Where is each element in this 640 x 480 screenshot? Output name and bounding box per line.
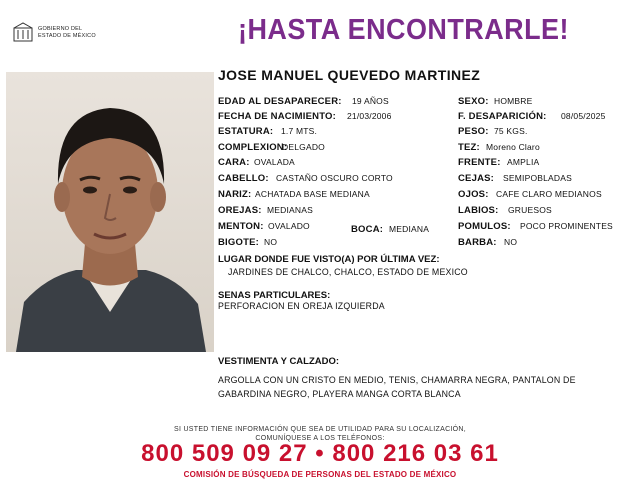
skin-tone-value: Moreno Claro: [486, 142, 540, 152]
logo-line-1: GOBIERNO DEL: [38, 26, 83, 32]
eyebrows-label: CEJAS:: [458, 173, 495, 184]
height-value: 1.7 MTS.: [281, 126, 318, 136]
age-value: 19 AÑOS: [352, 96, 389, 106]
birthdate-label: FECHA DE NACIMIENTO:: [218, 111, 336, 122]
nose-value: ACHATADA BASE MEDIANA: [255, 189, 370, 199]
sex-value: HOMBRE: [494, 96, 533, 106]
last-seen-value: JARDINES DE CHALCO, CHALCO, ESTADO DE MEXICO: [228, 267, 468, 277]
disappearance-date-label: F. DESAPARICIÓN:: [458, 111, 547, 122]
state-government-logo: [12, 22, 96, 44]
mouth-value: MEDIANA: [389, 224, 430, 234]
height-label: ESTATURA:: [218, 126, 274, 137]
headline: ¡HASTA ENCONTRARLE!: [238, 14, 569, 46]
ears-label: OREJAS:: [218, 205, 262, 216]
build-label: COMPLEXION:: [218, 142, 288, 153]
skin-tone-label: TEZ:: [458, 142, 480, 153]
clothing-label: VESTIMENTA Y CALZADO:: [218, 356, 340, 367]
eyes-label: OJOS:: [458, 189, 489, 200]
build-value: DELGADO: [282, 142, 325, 152]
disappearance-date-value: 08/05/2025: [561, 111, 606, 121]
info-line-2: COMUNÍQUESE A LOS TELÉFONOS:: [255, 435, 385, 442]
marks-value: PERFORACION EN OREJA IZQUIERDA: [218, 301, 385, 311]
hair-label: CABELLO:: [218, 173, 269, 184]
chin-value: OVALADO: [268, 221, 310, 231]
lips-value: GRUESOS: [508, 205, 552, 215]
hair-value: CASTAÑO OSCURO CORTO: [276, 173, 393, 183]
face-label: CARA:: [218, 157, 250, 168]
clothing-value: ARGOLLA CON UN CRISTO EN MEDIO, TENIS, CHAMARRA NEGRA, PANTALON DE GABARDINA NEGRO, PLAYERA MANGA CORTA BLANCA: [218, 375, 576, 399]
state-seal-icon: [12, 22, 34, 44]
ears-value: MEDIANAS: [267, 205, 313, 215]
mouth-label: BOCA:: [351, 224, 384, 235]
chin-label: MENTON:: [218, 221, 264, 232]
logo-line-2: ESTADO DE MÉXICO: [38, 33, 96, 39]
beard-label: BARBA:: [458, 237, 497, 248]
missing-person-photo: [6, 72, 214, 352]
weight-label: PESO:: [458, 126, 489, 137]
cheekbones-value: POCO PROMINENTES: [520, 221, 613, 231]
nose-label: NARIZ:: [218, 189, 252, 200]
phone-numbers: 800 509 09 27 • 800 216 03 61: [141, 440, 499, 467]
commission-name: COMISIÓN DE BÚSQUEDA DE PERSONAS DEL ESTADO DE MÉXICO: [183, 470, 457, 479]
mustache-label: BIGOTE:: [218, 237, 259, 248]
eyebrows-value: SEMIPOBLADAS: [503, 173, 573, 183]
beard-value: NO: [504, 237, 518, 247]
lips-label: LABIOS:: [458, 205, 499, 216]
mustache-value: NO: [264, 237, 278, 247]
cheekbones-label: POMULOS:: [458, 221, 511, 232]
portrait-image: [6, 72, 214, 352]
forehead-label: FRENTE:: [458, 157, 501, 168]
info-line-1: SI USTED TIENE INFORMACIÓN QUE SEA DE UTILIDAD PARA SU LOCALIZACIÓN,: [173, 426, 467, 433]
face-value: OVALADA: [254, 157, 295, 167]
sex-label: SEXO:: [458, 96, 489, 107]
person-name: JOSE MANUEL QUEVEDO MARTINEZ: [218, 67, 481, 83]
last-seen-label: LUGAR DONDE FUE VISTO(A) POR ÚLTIMA VEZ:: [218, 254, 440, 265]
logo-text: [38, 26, 96, 40]
age-label: EDAD AL DESAPARECER:: [218, 96, 342, 107]
birthdate-value: 21/03/2006: [347, 111, 392, 121]
weight-value: 75 KGS.: [494, 126, 528, 136]
marks-label: SENAS PARTICULARES:: [218, 290, 331, 301]
eyes-value: CAFE CLARO MEDIANOS: [496, 189, 602, 199]
forehead-value: AMPLIA: [507, 157, 540, 167]
